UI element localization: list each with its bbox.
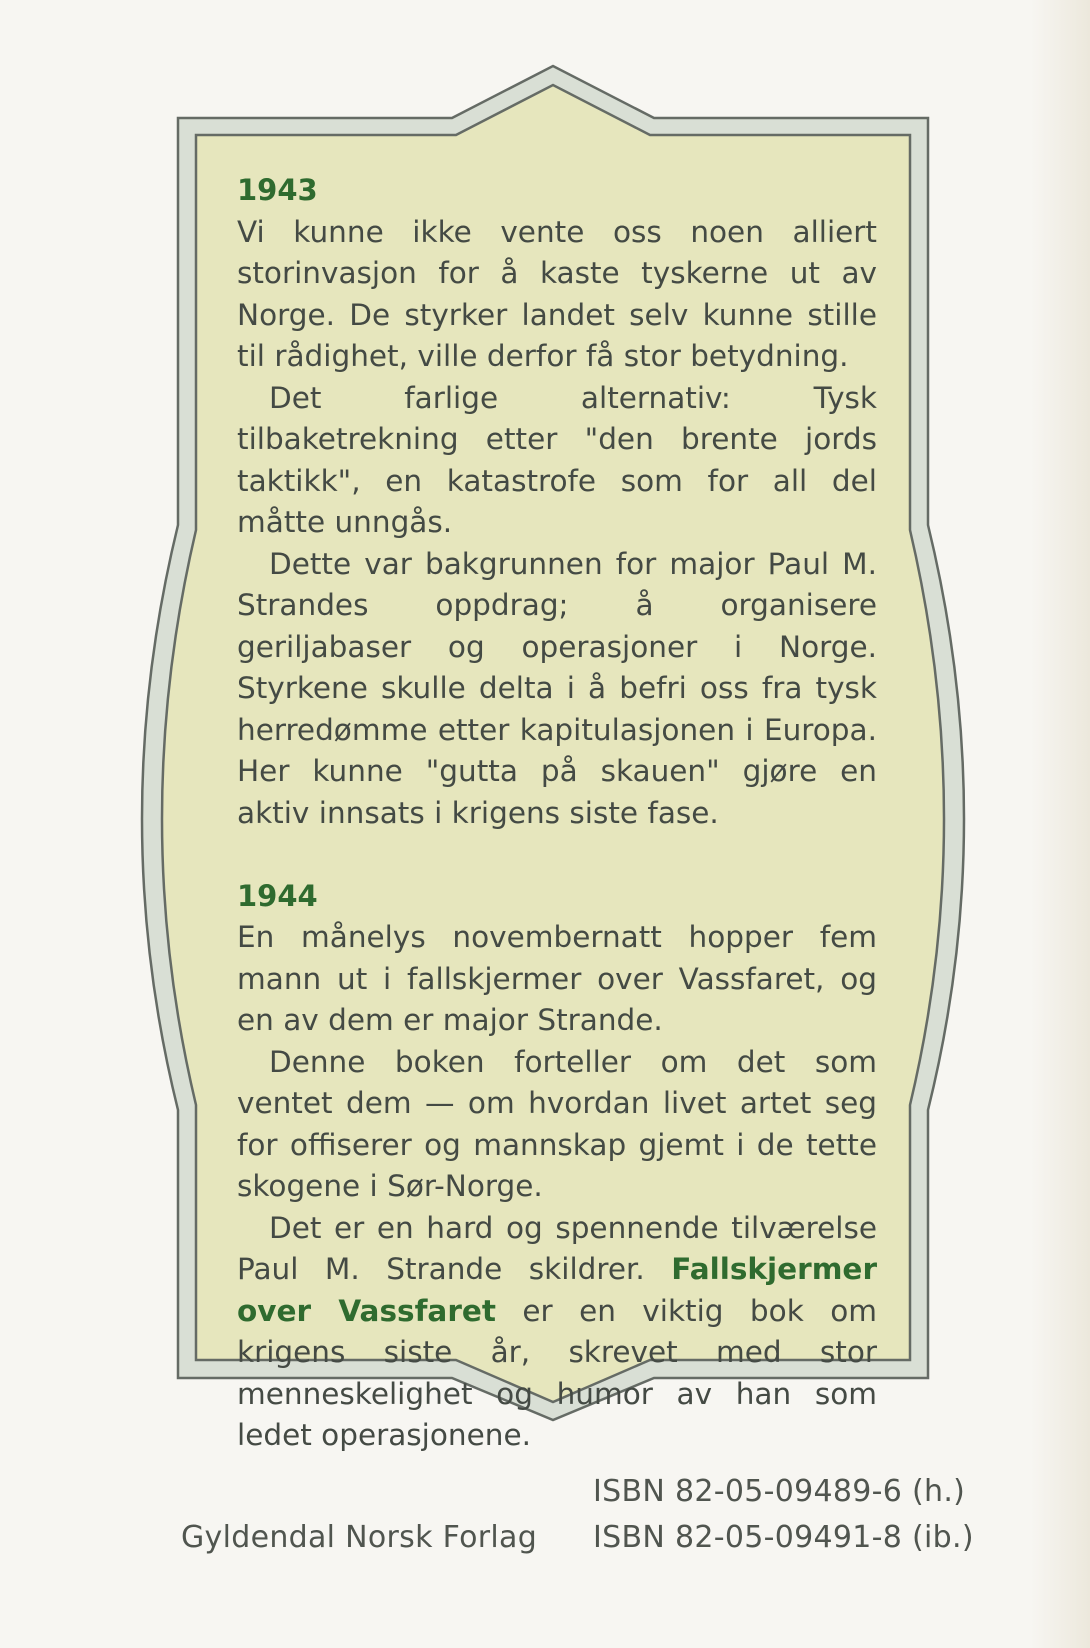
isbn-paperback: ISBN 82-05-09489-6 (h.): [593, 1474, 966, 1509]
year-heading-1943: 1943: [237, 173, 318, 207]
year-heading-1944: 1944: [237, 878, 318, 913]
isbn-hardcover: ISBN 82-05-09491-8 (ib.): [593, 1520, 974, 1555]
blurb-1943-paragraph-1: Vi kunne ikke vente oss noen alliert storinvasjon for å kaste tyskerne ut av Norge. De styrker landet selv kunne stille til rådighet, ville derfor få stor betydning.: [237, 214, 877, 373]
book-title: Fallskjermer over Vassfaret: [237, 1252, 877, 1328]
blurb-1944-paragraph-2: Denne boken forteller om det som ventet dem — om hvordan livet artet seg for offiserer og mannskap gjemt i de tette skogene i Sør-Norge.: [237, 1044, 877, 1203]
publisher-name: Gyldendal Norsk Forlag: [181, 1520, 538, 1555]
blurb-1944-paragraph-3: [237, 1208, 877, 1457]
back-cover-blurb: [237, 170, 877, 1457]
blurb-1944-paragraph-3-end: er en viktig bok om krigens siste år, skrevet med stor menneskelighet og humor av han som ledet operasjonene.: [237, 1293, 877, 1452]
blurb-1944-paragraph-1: En månelys novembernatt hopper fem mann ut i fallskjermer over Vassfaret, og en av dem er major Strande.: [237, 920, 877, 1037]
blurb-1943-paragraph-2: Det farlige alternativ: Tysk tilbaketrekning etter "den brente jords taktikk", en katastrofe som for all del måtte unngås.: [237, 380, 877, 539]
blurb-1943-paragraph-3: Dette var bakgrunnen for major Paul M. Strandes oppdrag; å organisere geriljabaser og operasjoner i Norge. Styrkene skulle delta i å befri oss fra tysk herredømme etter kapitulasjonen i Europa. Her kunne "gutta på skauen" gjøre en aktiv innsats i krigens siste fase.: [237, 546, 877, 830]
blurb-1944-paragraph-3-start: Det er en hard og spennende tilværelse Paul M. Strande skildrer.: [237, 1210, 877, 1286]
